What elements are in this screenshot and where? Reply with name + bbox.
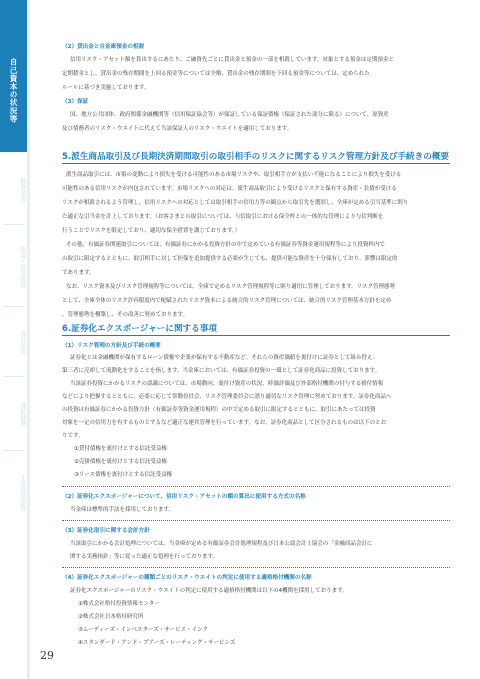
paragraph-line: 国、地方公共団体、政府関係金融機関等（信用保証協会等）が保証している保証債権（保証された部分に限る）について、原資産 <box>70 112 389 118</box>
sidebar-divider <box>3 224 24 225</box>
paragraph-line: 及び債務者のリスク・ウエイトに代えて当該保証人のリスク・ウエイトを適用しております。 <box>62 126 293 132</box>
sidebar-divider <box>3 376 24 377</box>
list-item: ②売掛債権を裏付けとする信託受益権 <box>74 459 167 465</box>
list-item: ①貸付債権を裏付けとする信託受益権 <box>74 446 167 452</box>
list-item: ④スタンダード・アンド・プアーズ・レーティング・サービシズ <box>78 640 236 646</box>
paragraph-line: 関する実務指針」等に従った適正な処理を行っております。 <box>70 554 219 560</box>
sidebar-divider <box>3 450 24 451</box>
paragraph-line: 証券化エクスポージャーのリスク・ウエイトの判定に使用する適格格付機関は以下の4機関を採用しております。 <box>70 588 348 594</box>
sidebar-item-indicators[interactable]: 損益・経営指標 <box>19 246 26 288</box>
paragraph-line: 、管理態勢を構築し、その改善に努めております。 <box>62 312 189 318</box>
paragraph-line: た適正な引当金を計上しております。（お客さまとの取引については、与信取引における保全枠との一体的な管理により与信判断を <box>62 214 384 220</box>
paragraph-line: であります。 <box>62 270 95 276</box>
paragraph-line: その他、有価証券関連取引については、有価証券にかかる投資方針の中で定めている有価証券等資金運用規程等により投資枠内で <box>66 242 385 248</box>
sidebar-item-active[interactable] <box>0 0 27 152</box>
paragraph-line: の投資は有価証券にかかる投資方針（有価証券等資金運用規程）の中で定める取引に限定するとともに、取引にあたっては投資 <box>62 407 376 413</box>
subsection-title: （4）証券化エクスポージャーの種類ごとのリスク・ウエイトの判定に使用する適格格付機関の名称 <box>62 575 312 581</box>
dotted-divider <box>62 520 450 521</box>
paragraph-line: 派生商品取引には、市場の変動により損失を受ける可能性のある市場リスクや、取引相手方が支払い不能になることにより損失を受ける <box>66 172 402 178</box>
list-item: ②株式会社日本格付研究所 <box>78 614 144 620</box>
list-item: ③ムーディーズ・インベスターズ・サービス・インク <box>78 627 209 633</box>
paragraph-line: 当金庫は標準的手法を採用しております。 <box>70 507 175 513</box>
paragraph-line: の取引に限定するとともに、取引相手に対して担保を追加提供する必要が生じても、提供可能な資産を十分保有しており、影響は限定的 <box>62 256 398 262</box>
section-divider <box>62 163 450 164</box>
sidebar-edge <box>27 0 30 679</box>
paragraph-line: 可能性のある信用リスクが内包されています。市場リスクへの対応は、派生商品取引により受けるリスクと保有する資産・負債が受ける <box>62 186 397 192</box>
subsection-title: （2）証券化エクスポージャーについて、信用リスク・アセットの額の算出に使用する方式の名称 <box>62 494 306 500</box>
paragraph-line: 当該取引にかかる会計処理については、当金庫が定める有価証券会計処理規程及び日本公認会計士協会の「金融商品会計に <box>70 541 373 547</box>
paragraph-line: なお、リスク資本及びリスク管理規程等については、全庫で定めるリスク管理規程等に則り適切に管理しております。リスク管理態勢 <box>66 284 396 290</box>
section-heading: 6.証券化エクスポージャーに関する事項 <box>62 324 217 334</box>
dotted-divider <box>62 486 450 487</box>
sidebar-item-officers[interactable]: 役員状況 <box>19 330 26 354</box>
sidebar-divider <box>3 306 24 307</box>
paragraph-line: 定期積金とし、貸出金の残存期間を上回る預金等については全額、貸出金の残存期間を下回る預金等については、定められた <box>62 71 370 77</box>
paragraph-line: 当該証券投資にかかるリスクの認識については、市場動向、裏付け資産の状況、時価評価及び外部格付機関の付与する格付情報 <box>70 381 384 387</box>
list-item: ①株式会社格付投資情報センター <box>78 601 160 607</box>
paragraph-line: などにより把握するとともに、必要に応じて常勤役員会、リスク管理委員会に諮り適切なリスク管理に努めております。証券化商品へ <box>62 394 392 400</box>
sidebar-item-consolidated[interactable]: 連結財務 <box>19 402 26 426</box>
section-divider <box>62 335 450 336</box>
subsection-title: （3）保証 <box>62 99 89 105</box>
paragraph-line: リスクが相殺されるよう管理し、信用リスクへの対応としては取引相手の信用力等の観点から取引先を選別し、全庫が定める引当基準に則り <box>62 200 409 206</box>
paragraph-line: 対象を一定の信用力を有するものとするなど適正な運営管理を行っています。なお、証券化商品として区分されるものは以下のとお <box>62 420 387 426</box>
paragraph-line: 行うことでリスクを限定しており、適切な保全措置を講じております。） <box>62 228 241 234</box>
subsection-title: （1）リスク管理の方針及び手続の概要 <box>62 343 161 349</box>
paragraph-line: として、全庫全体のリスク許容限度内で配賦されたリスク資本による統合的リスク管理については、統合的リスク管理基本方針を定め <box>62 298 392 304</box>
dotted-divider <box>62 567 450 568</box>
sidebar-item-label: 自己資本の状況等 <box>9 58 18 123</box>
subsection-title: （2）貸出金と自金庫預金の相殺 <box>62 44 145 50</box>
sidebar-item-key-indicators[interactable]: 主要経営指標 <box>19 475 26 511</box>
list-item: ③リース債権を裏付けとする信託受益権 <box>74 472 173 478</box>
paragraph-line: 証券化とは金融機関が保有するローン債権や企業が保有する不動産など、それらの資産価値を裏付けに証券として組み替え、 <box>70 355 379 361</box>
sidebar-nav <box>0 0 30 679</box>
sidebar-item-financial-statements[interactable]: 財務諸表 <box>19 178 26 202</box>
paragraph-line: 第三者に売却して流動化をすることを指します。当金庫においては、有価証券投資の一環として証券化商品に投資しております。 <box>62 368 381 374</box>
subsection-title: （3）証券化取引に関する会計方針 <box>62 528 150 534</box>
section-heading: 5.派生商品取引及び長期決済期間取引の取引相手のリスクに関するリスク管理方針及び手続きの概要 <box>62 152 450 162</box>
paragraph-line: りです。 <box>62 433 84 439</box>
page-number: 29 <box>40 649 54 662</box>
paragraph-line: ルールに基づき実施しております。 <box>62 85 150 91</box>
paragraph-line: 信用リスク・アセット額を算出するにあたり、ご融資先ごとに貸出金と預金の一部を相殺しています。対象とする預金は定期預金と <box>70 57 394 63</box>
